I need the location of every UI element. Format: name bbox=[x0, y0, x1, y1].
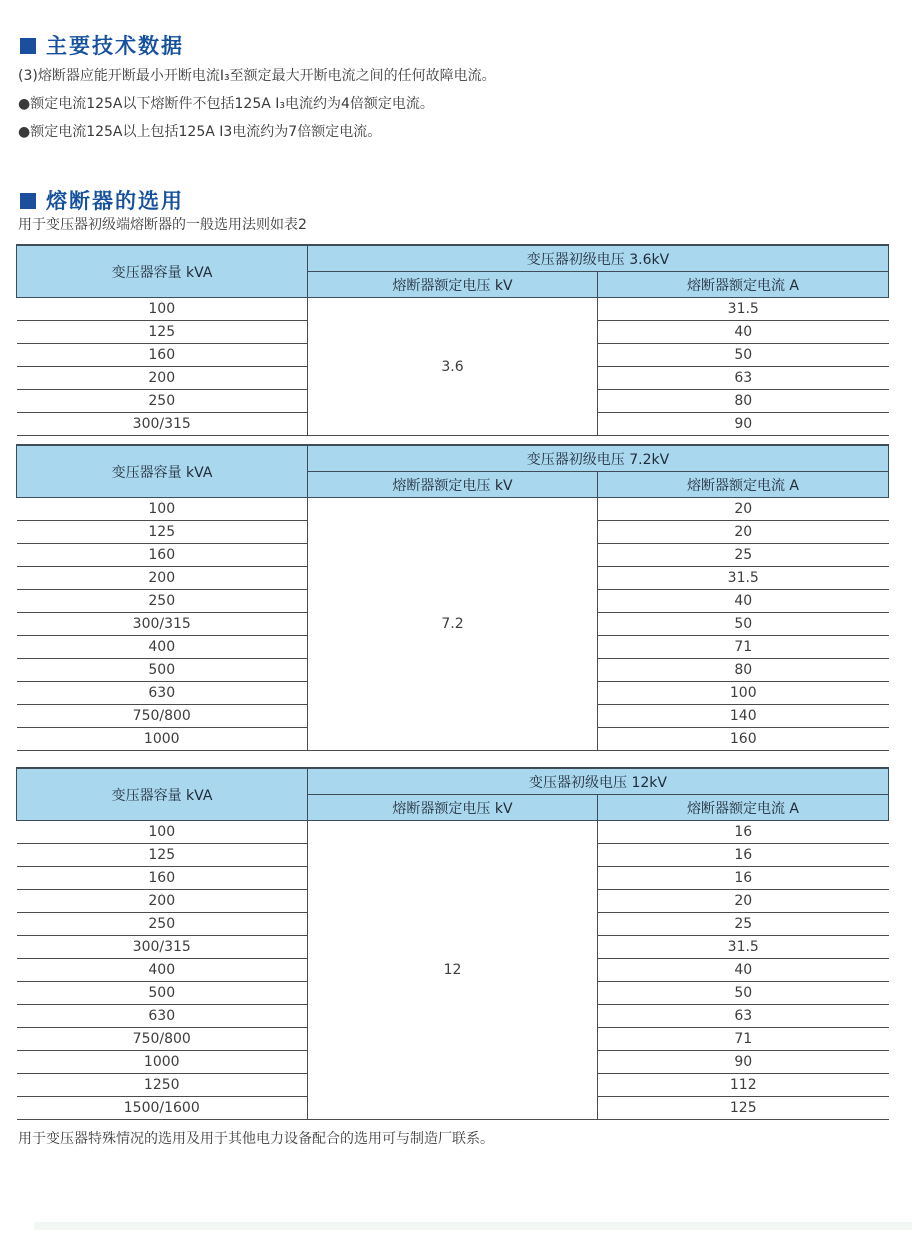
current-cell: 31.5 bbox=[598, 567, 889, 590]
current-cell: 20 bbox=[598, 521, 889, 544]
group-header-cell: 变压器初级电压 12kV bbox=[308, 768, 889, 795]
capacity-cell: 1000 bbox=[17, 728, 308, 751]
current-header-cell: 熔断器额定电流 A bbox=[598, 472, 889, 498]
capacity-cell: 500 bbox=[17, 982, 308, 1005]
capacity-cell: 125 bbox=[17, 321, 308, 344]
section-title-tech-data bbox=[20, 33, 912, 59]
fuse-table-7-2kv bbox=[16, 444, 889, 751]
capacity-header-cell: 变压器容量 kVA bbox=[17, 445, 308, 498]
table-row bbox=[17, 821, 889, 844]
current-cell: 40 bbox=[598, 959, 889, 982]
blue-square-icon bbox=[20, 193, 36, 209]
current-cell: 25 bbox=[598, 544, 889, 567]
capacity-header-cell: 变压器容量 kVA bbox=[17, 245, 308, 298]
capacity-cell: 630 bbox=[17, 682, 308, 705]
capacity-header-cell: 变压器容量 kVA bbox=[17, 768, 308, 821]
capacity-cell: 630 bbox=[17, 1005, 308, 1028]
capacity-cell: 250 bbox=[17, 913, 308, 936]
capacity-cell: 1500/1600 bbox=[17, 1097, 308, 1120]
current-header-cell: 熔断器额定电流 A bbox=[598, 795, 889, 821]
section-title-text: 熔断器的选用 bbox=[46, 189, 184, 213]
current-cell: 140 bbox=[598, 705, 889, 728]
current-cell: 71 bbox=[598, 1028, 889, 1051]
capacity-cell: 300/315 bbox=[17, 613, 308, 636]
capacity-cell: 1250 bbox=[17, 1074, 308, 1097]
current-cell: 25 bbox=[598, 913, 889, 936]
selection-intro: 用于变压器初级端熔断器的一般选用法则如表2 bbox=[18, 217, 307, 233]
capacity-cell: 400 bbox=[17, 959, 308, 982]
current-cell: 50 bbox=[598, 344, 889, 367]
capacity-cell: 300/315 bbox=[17, 936, 308, 959]
capacity-cell: 750/800 bbox=[17, 705, 308, 728]
tech-data-paragraph: (3)熔断器应能开断最小开断电流I₃至额定最大开断电流之间的任何故障电流。 bbox=[18, 68, 496, 84]
current-cell: 16 bbox=[598, 821, 889, 844]
group-header-cell: 变压器初级电压 7.2kV bbox=[308, 445, 889, 472]
capacity-cell: 250 bbox=[17, 390, 308, 413]
current-cell: 100 bbox=[598, 682, 889, 705]
current-cell: 90 bbox=[598, 413, 889, 436]
current-header-cell: 熔断器额定电流 A bbox=[598, 272, 889, 298]
current-cell: 16 bbox=[598, 844, 889, 867]
capacity-cell: 500 bbox=[17, 659, 308, 682]
capacity-cell: 750/800 bbox=[17, 1028, 308, 1051]
page-footer-bar bbox=[34, 1222, 912, 1230]
rated-voltage-cell: 12 bbox=[308, 821, 598, 1120]
current-cell: 125 bbox=[598, 1097, 889, 1120]
table-row bbox=[17, 298, 889, 321]
blue-square-icon bbox=[20, 38, 36, 54]
current-cell: 20 bbox=[598, 890, 889, 913]
capacity-cell: 200 bbox=[17, 367, 308, 390]
voltage-header-cell: 熔断器额定电压 kV bbox=[308, 472, 598, 498]
current-cell: 50 bbox=[598, 982, 889, 1005]
current-cell: 80 bbox=[598, 390, 889, 413]
fuse-table-12kv bbox=[16, 767, 889, 1120]
tech-data-bullet-1: ●额定电流125A以下熔断件不包括125A I₃电流约为4倍额定电流。 bbox=[18, 96, 434, 112]
current-cell: 50 bbox=[598, 613, 889, 636]
current-cell: 40 bbox=[598, 590, 889, 613]
group-header-cell: 变压器初级电压 3.6kV bbox=[308, 245, 889, 272]
current-cell: 112 bbox=[598, 1074, 889, 1097]
tech-data-bullet-2: ●额定电流125A以上包括125A I3电流约为7倍额定电流。 bbox=[18, 124, 382, 140]
capacity-cell: 160 bbox=[17, 344, 308, 367]
selection-footnote: 用于变压器特殊情况的选用及用于其他电力设备配合的选用可与制造厂联系。 bbox=[18, 1131, 494, 1147]
section-title-text: 主要技术数据 bbox=[46, 34, 184, 58]
current-cell: 160 bbox=[598, 728, 889, 751]
fuse-table-3-6kv bbox=[16, 244, 889, 436]
table-row bbox=[17, 498, 889, 521]
capacity-cell: 125 bbox=[17, 844, 308, 867]
capacity-cell: 100 bbox=[17, 821, 308, 844]
capacity-cell: 100 bbox=[17, 498, 308, 521]
capacity-cell: 100 bbox=[17, 298, 308, 321]
capacity-cell: 125 bbox=[17, 521, 308, 544]
current-cell: 63 bbox=[598, 367, 889, 390]
current-cell: 80 bbox=[598, 659, 889, 682]
capacity-cell: 160 bbox=[17, 867, 308, 890]
voltage-header-cell: 熔断器额定电压 kV bbox=[308, 272, 598, 298]
rated-voltage-cell: 3.6 bbox=[308, 298, 598, 436]
current-cell: 40 bbox=[598, 321, 889, 344]
datasheet-page bbox=[0, 33, 912, 1233]
current-cell: 31.5 bbox=[598, 936, 889, 959]
current-cell: 90 bbox=[598, 1051, 889, 1074]
capacity-cell: 250 bbox=[17, 590, 308, 613]
capacity-cell: 1000 bbox=[17, 1051, 308, 1074]
current-cell: 31.5 bbox=[598, 298, 889, 321]
current-cell: 71 bbox=[598, 636, 889, 659]
current-cell: 20 bbox=[598, 498, 889, 521]
rated-voltage-cell: 7.2 bbox=[308, 498, 598, 751]
current-cell: 16 bbox=[598, 867, 889, 890]
capacity-cell: 400 bbox=[17, 636, 308, 659]
capacity-cell: 300/315 bbox=[17, 413, 308, 436]
capacity-cell: 200 bbox=[17, 567, 308, 590]
voltage-header-cell: 熔断器额定电压 kV bbox=[308, 795, 598, 821]
capacity-cell: 200 bbox=[17, 890, 308, 913]
current-cell: 63 bbox=[598, 1005, 889, 1028]
section-title-fuse-selection bbox=[20, 188, 912, 214]
capacity-cell: 160 bbox=[17, 544, 308, 567]
